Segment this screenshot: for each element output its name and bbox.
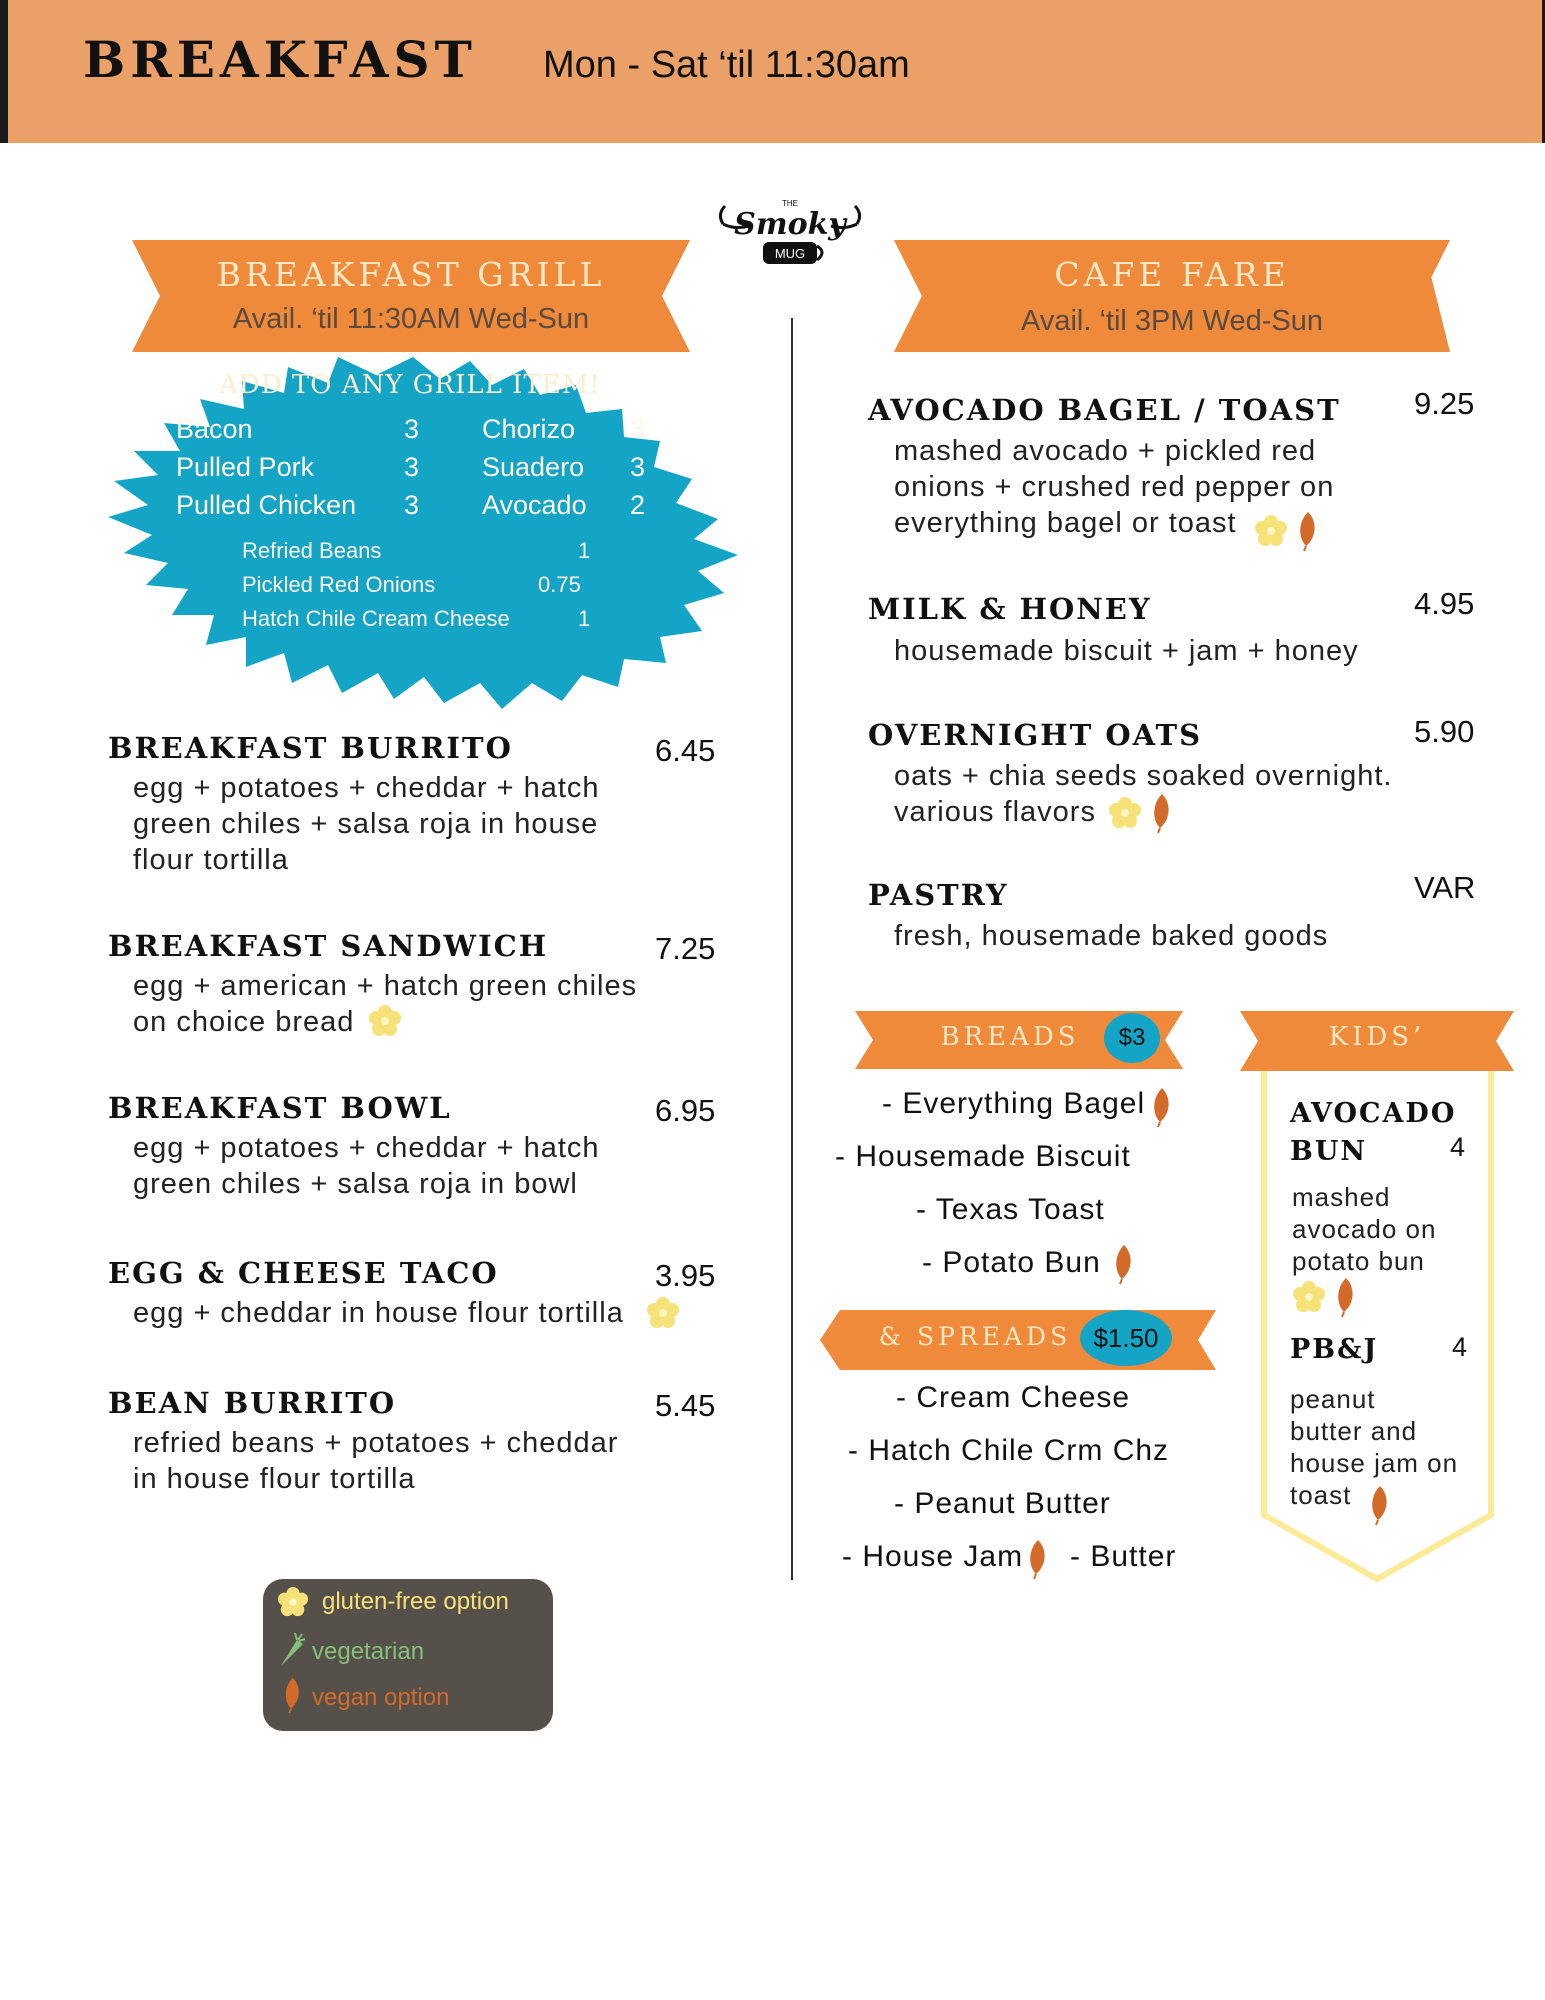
legend-vegan-label: vegan option [312, 1684, 450, 1711]
menu-item-price: 9.25 [1414, 386, 1475, 421]
vegan-leaf-icon [1332, 1276, 1356, 1318]
spread-item: - House Jam [842, 1540, 1024, 1573]
spread-item: - Hatch Chile Crm Chz [848, 1434, 1170, 1467]
cafe-fare-subtitle: Avail. ‘til 3PM Wed-Sun [1021, 305, 1323, 337]
menu-item-price: 5.90 [1414, 714, 1475, 749]
kids-item-name: AVOCADO [1290, 1098, 1457, 1129]
addon-name: Bacon [176, 414, 253, 444]
menu-item-desc-line: onions + crushed red pepper on [894, 471, 1335, 503]
spreads-title: & SPREADS [878, 1322, 1072, 1351]
kids-item-desc: toast [1290, 1480, 1352, 1510]
kids-item-desc: mashed [1292, 1182, 1391, 1212]
menu-item-price: VAR [1414, 870, 1476, 905]
menu-item-price: 7.25 [655, 931, 716, 966]
kids-item-desc: butter and [1290, 1416, 1418, 1446]
kids-item-desc: avocado on [1292, 1214, 1437, 1244]
menu-item-price: 4.95 [1414, 586, 1475, 621]
addons-heading: ADD TO ANY GRILL ITEM! [219, 370, 601, 400]
breads-title: BREADS [940, 1022, 1080, 1052]
kids-item-price: 4 [1450, 1132, 1466, 1162]
kids-item-name: BUN [1290, 1136, 1368, 1167]
logo-name: Smoky [734, 207, 846, 242]
menu-item-price: 3.95 [655, 1258, 716, 1293]
gluten-free-icon [1254, 514, 1288, 548]
breakfast-grill-title: BREAKFAST GRILL [216, 255, 606, 294]
addon-name: Refried Beans [242, 538, 382, 563]
addon-price: 3 [404, 490, 420, 520]
gluten-free-icon [1292, 1280, 1326, 1314]
vegetarian-carrot-icon [277, 1632, 305, 1668]
addon-price: 0.75 [538, 572, 581, 597]
addon-name: Pickled Red Onions [242, 572, 436, 597]
menu-item-desc-line: in house flour tortilla [133, 1463, 416, 1495]
vegan-leaf-icon [1110, 1243, 1134, 1285]
kids-item-desc: peanut [1290, 1384, 1376, 1414]
spread-item: - Peanut Butter [894, 1487, 1111, 1520]
menu-item-desc-line: egg + potatoes + cheddar + hatch [133, 772, 600, 804]
gluten-free-icon [368, 1004, 402, 1038]
spread-item: - Butter [1070, 1540, 1177, 1573]
menu-item-desc-line: various flavors [894, 796, 1096, 828]
menu-item-name: BEAN BURRITO [108, 1386, 397, 1420]
menu-item-name: BREAKFAST BURRITO [108, 731, 513, 765]
column-divider [791, 318, 793, 1580]
bread-item: - Texas Toast [916, 1193, 1105, 1226]
gluten-free-icon [277, 1586, 309, 1618]
header-left-rule [0, 0, 8, 143]
menu-item-name: EGG & CHEESE TACO [108, 1256, 499, 1290]
menu-item-name: PASTRY [868, 878, 1009, 912]
breads-price-badge: $3 [1104, 1013, 1160, 1063]
addon-price: 3 [404, 452, 420, 482]
menu-item-desc-line: oats + chia seeds soaked overnight. [894, 760, 1393, 792]
vegan-leaf-icon [1148, 1086, 1172, 1128]
menu-item-desc-line: refried beans + potatoes + cheddar [133, 1427, 619, 1459]
menu-item-desc-line: green chiles + salsa roja in bowl [133, 1168, 578, 1200]
addon-price: 2 [630, 490, 646, 520]
menu-item-desc-line: flour tortilla [133, 844, 289, 876]
addon-name: Avocado [482, 490, 587, 520]
menu-item-name: BREAKFAST SANDWICH [108, 929, 549, 963]
header-hours: Mon - Sat ‘til 11:30am [543, 44, 910, 86]
kids-item-desc: potato bun [1292, 1246, 1425, 1276]
legend-gluten-free-label: gluten-free option [322, 1588, 509, 1615]
bread-item: - Everything Bagel [882, 1087, 1146, 1120]
legend-vegetarian-label: vegetarian [312, 1638, 425, 1665]
vegan-leaf-icon [1366, 1484, 1390, 1526]
addon-price: 1 [578, 606, 591, 631]
menu-item-desc-line: egg + cheddar in house flour tortilla [133, 1297, 624, 1329]
kids-item-desc: house jam on [1290, 1448, 1459, 1478]
cafe-fare-title: CAFE FARE [1054, 255, 1290, 294]
gluten-free-icon [1108, 796, 1142, 830]
addon-name: Pulled Chicken [176, 490, 357, 520]
addon-name: Pulled Pork [176, 452, 315, 482]
vegan-leaf-icon [280, 1676, 302, 1714]
smoky-mug-logo [715, 196, 865, 276]
bread-item: - Potato Bun [922, 1246, 1101, 1279]
logo-the: THE [782, 199, 798, 208]
kids-title: KIDS’ [1328, 1022, 1426, 1052]
vegan-leaf-icon [1148, 792, 1172, 834]
breakfast-grill-subtitle: Avail. ‘til 11:30AM Wed-Sun [232, 303, 590, 335]
addon-price: 3 [630, 452, 646, 482]
menu-item-price: 5.45 [655, 1388, 716, 1423]
vegan-leaf-icon [1024, 1538, 1048, 1580]
menu-item-desc-line: fresh, housemade baked goods [894, 920, 1329, 952]
spread-item: - Cream Cheese [896, 1381, 1131, 1414]
menu-item-desc-line: on choice bread [133, 1006, 355, 1038]
menu-item-name: AVOCADO BAGEL / TOAST [868, 393, 1341, 427]
menu-item-desc-line: egg + american + hatch green chiles [133, 970, 638, 1002]
addon-price: 1 [578, 538, 591, 563]
gluten-free-icon [646, 1296, 680, 1330]
kids-item-name: PB&J [1290, 1334, 1379, 1365]
addon-price: 3 [404, 414, 420, 444]
menu-item-price: 6.95 [655, 1093, 716, 1128]
addon-name: Hatch Chile Cream Cheese [242, 606, 510, 631]
bread-item: - Housemade Biscuit [835, 1140, 1131, 1173]
menu-item-name: MILK & HONEY [868, 592, 1152, 626]
menu-item-name: BREAKFAST BOWL [108, 1091, 452, 1125]
addon-name: Suadero [482, 452, 585, 482]
menu-item-desc-line: egg + potatoes + cheddar + hatch [133, 1132, 600, 1164]
vegan-leaf-icon [1294, 510, 1318, 552]
logo-mug-text: MUG [774, 246, 806, 261]
addons-starburst [88, 357, 738, 709]
menu-item-desc-line: mashed avocado + pickled red [894, 435, 1317, 467]
kids-item-price: 4 [1452, 1332, 1468, 1362]
menu-item-desc-line: housemade biscuit + jam + honey [894, 635, 1359, 667]
menu-item-desc-line: green chiles + salsa roja in house [133, 808, 599, 840]
menu-item-name: OVERNIGHT OATS [868, 718, 1203, 752]
addon-price: 3 [630, 414, 646, 444]
spreads-price-badge: $1.50 [1080, 1310, 1172, 1366]
page-title: BREAKFAST [83, 30, 477, 89]
menu-item-desc-line: everything bagel or toast [894, 507, 1237, 539]
menu-item-price: 6.45 [655, 733, 716, 768]
addon-name: Chorizo [482, 414, 576, 444]
